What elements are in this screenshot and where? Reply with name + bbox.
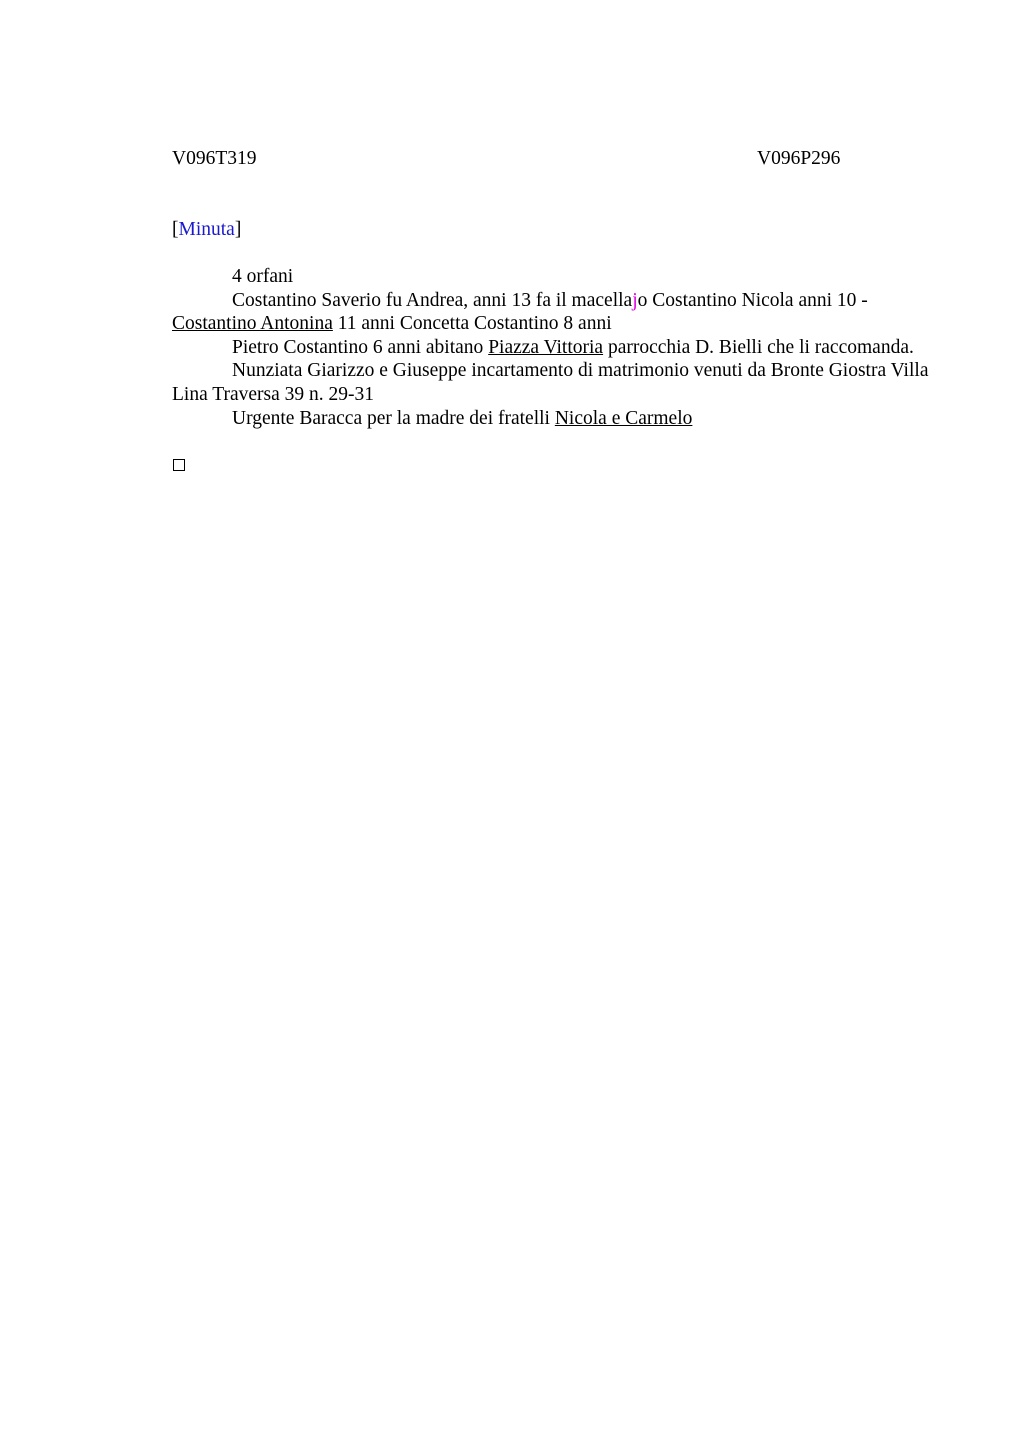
- paragraph-urgente: [172, 407, 932, 431]
- underlined-name: Costantino Antonina: [172, 313, 333, 335]
- minuta-label: [172, 218, 241, 241]
- minuta-text: Minuta: [178, 219, 235, 240]
- underlined-place: Piazza Vittoria: [488, 336, 604, 358]
- document-body: [172, 265, 932, 430]
- paragraph-text: Costantino Saverio fu Andrea, anni 13 fa il macella: [232, 289, 633, 311]
- paragraph-text: Urgente Baracca per la madre dei fratelli: [232, 407, 555, 429]
- close-bracket: ]: [234, 219, 242, 240]
- document-code-left: V096T319: [172, 148, 257, 169]
- inserted-letter: j: [632, 289, 638, 311]
- document-code-right: V096P296: [757, 148, 841, 169]
- paragraph-text: 11 anni Concetta Costantino 8 anni: [332, 313, 612, 335]
- underlined-names: Nicola e Carmelo: [554, 407, 693, 429]
- paragraph-text: 4 orfani: [232, 266, 294, 287]
- paragraph-costantino-children: [172, 289, 932, 336]
- paragraph-text: Pietro Costantino 6 anni abitano: [232, 336, 489, 358]
- paragraph-text: o Costantino Nicola anni 10 -: [637, 289, 868, 311]
- paragraph-text: Nunziata Giarizzo e Giuseppe incartamento di matrimonio venuti da Bronte Giostra Villa Lina Traversa 39 n. 29-31: [172, 360, 929, 405]
- open-bracket: [: [172, 219, 179, 240]
- paragraph-text: parrocchia D. Bielli che li raccomanda.: [603, 336, 914, 358]
- paragraph-orphans: [172, 265, 932, 289]
- paragraph-nunziata: [172, 359, 932, 406]
- empty-checkbox-glyph: [173, 459, 185, 471]
- paragraph-pietro: [172, 336, 932, 360]
